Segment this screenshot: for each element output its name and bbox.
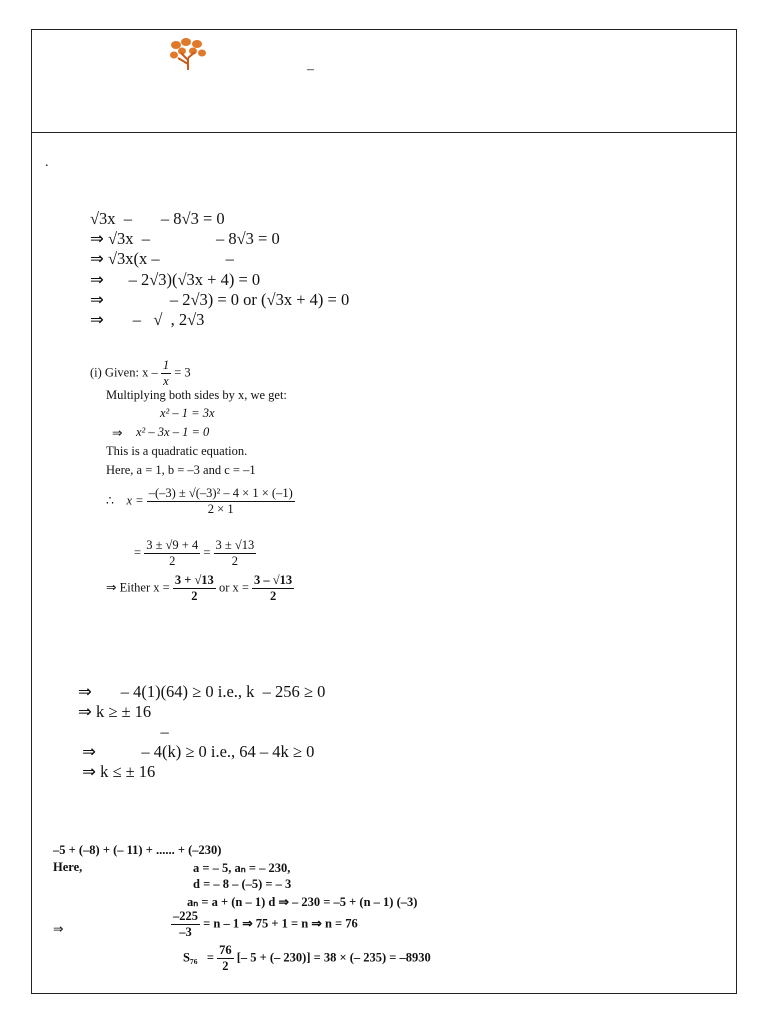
given-fraction <box>161 358 171 389</box>
fraction-numerator: 3 – √13 <box>254 573 293 587</box>
n-solution-line <box>171 909 358 940</box>
equation-1: x² – 1 = 3x <box>160 406 215 420</box>
either-line <box>106 573 294 604</box>
fraction-numerator: 3 ± √9 + 4 <box>146 538 199 552</box>
root-fraction-1 <box>144 538 200 569</box>
fraction-denominator: 2 <box>191 589 198 603</box>
either-label: ⇒ Either x = <box>106 580 170 595</box>
discriminant-line: ⇒ k ≥ ± 16 <box>78 702 152 721</box>
fraction-numerator: 1 <box>162 358 170 372</box>
sum-result: [– 5 + (– 230)] = 38 × (– 235) = –8930 <box>236 950 431 965</box>
equation-line: ⇒ √3x(x – – <box>90 249 234 269</box>
first-term-line: a = – 5, aₙ = – 230, <box>193 861 291 875</box>
fraction-denominator: x <box>163 374 169 388</box>
multiply-line: Multiplying both sides by x, we get: <box>106 388 287 402</box>
given-prefix: (i) Given: x – <box>90 365 158 380</box>
coefficients-line: Here, a = 1, b = –3 and c = –1 <box>106 463 256 477</box>
discriminant-line: ⇒ – 4(k) ≥ 0 i.e., 64 – 4k ≥ 0 <box>78 742 315 761</box>
n-fraction <box>171 909 200 940</box>
fraction-denominator: –3 <box>179 925 192 939</box>
sum-line <box>183 943 431 974</box>
stray-mark: . <box>45 155 49 170</box>
implies-arrow: ⇒ <box>112 426 123 440</box>
or-label: or x = <box>218 580 249 595</box>
sum-symbol: S₇₆ <box>183 950 198 965</box>
discriminant-line: ⇒ – 4(1)(64) ≥ 0 i.e., k – 256 ≥ 0 <box>78 682 326 701</box>
quadratic-formula-fraction <box>147 486 295 517</box>
formula-line <box>106 486 295 517</box>
fraction-numerator: 3 + √13 <box>174 573 214 587</box>
therefore-symbol: ∴ <box>106 493 114 508</box>
fraction-denominator: 2 <box>169 554 176 568</box>
given-line <box>90 358 191 389</box>
given-suffix: = 3 <box>174 365 191 380</box>
equals-sign: = <box>134 545 142 560</box>
section-3-discriminant <box>78 682 325 782</box>
section-1-equations <box>90 209 349 330</box>
header-divider <box>31 132 737 133</box>
fraction-denominator: 2 <box>269 589 277 603</box>
equals-sign: = <box>206 950 214 965</box>
nth-term-line: aₙ = a + (n – 1) d ⇒ – 230 = –5 + (n – 1) (–3) <box>187 895 418 909</box>
fraction-numerator: –(–3) ± √(–3)² – 4 × 1 × (–1) <box>148 486 293 500</box>
root-fraction-2 <box>214 538 257 569</box>
equation-line: ⇒ – 2√3)(√3x + 4) = 0 <box>90 269 261 289</box>
series-line: –5 + (–8) + (– 11) + ...... + (–230) <box>53 843 222 857</box>
quadratic-note: This is a quadratic equation. <box>106 444 248 458</box>
implies-arrow: ⇒ <box>53 922 64 936</box>
fraction-denominator: 2 <box>222 959 229 973</box>
equation-line: ⇒ √3x – – 8√3 = 0 <box>90 229 280 249</box>
fraction-numerator: –225 <box>173 909 198 923</box>
common-difference-line: d = – 8 – (–5) = – 3 <box>193 877 292 891</box>
tree-logo-icon <box>168 36 208 72</box>
root-plus-fraction <box>173 573 216 604</box>
fraction-numerator: 76 <box>219 943 232 957</box>
discriminant-line: ⇒ k ≤ ± 16 <box>78 762 156 781</box>
root-simplification <box>134 538 256 569</box>
here-label: Here, <box>53 860 83 874</box>
equation-line: ⇒ – √ , 2√3 <box>90 309 205 329</box>
equation-line: ⇒ – 2√3) = 0 or (√3x + 4) = 0 <box>90 289 350 309</box>
discriminant-line: – <box>78 722 169 741</box>
fraction-numerator: 3 ± √13 <box>215 538 255 552</box>
root-minus-fraction <box>252 573 294 604</box>
x-equals: x = <box>126 493 144 508</box>
equals-sign: = <box>203 545 211 560</box>
n-solution: = n – 1 ⇒ 75 + 1 = n ⇒ n = 76 <box>203 916 358 931</box>
equation-line: √3x – – 8√3 = 0 <box>90 209 225 228</box>
fraction-denominator: 2 × 1 <box>207 502 234 516</box>
sum-fraction <box>217 943 234 974</box>
fraction-denominator: 2 <box>231 554 239 568</box>
equation-2: x² – 3x – 1 = 0 <box>136 425 210 439</box>
header-dash: – <box>307 62 314 77</box>
